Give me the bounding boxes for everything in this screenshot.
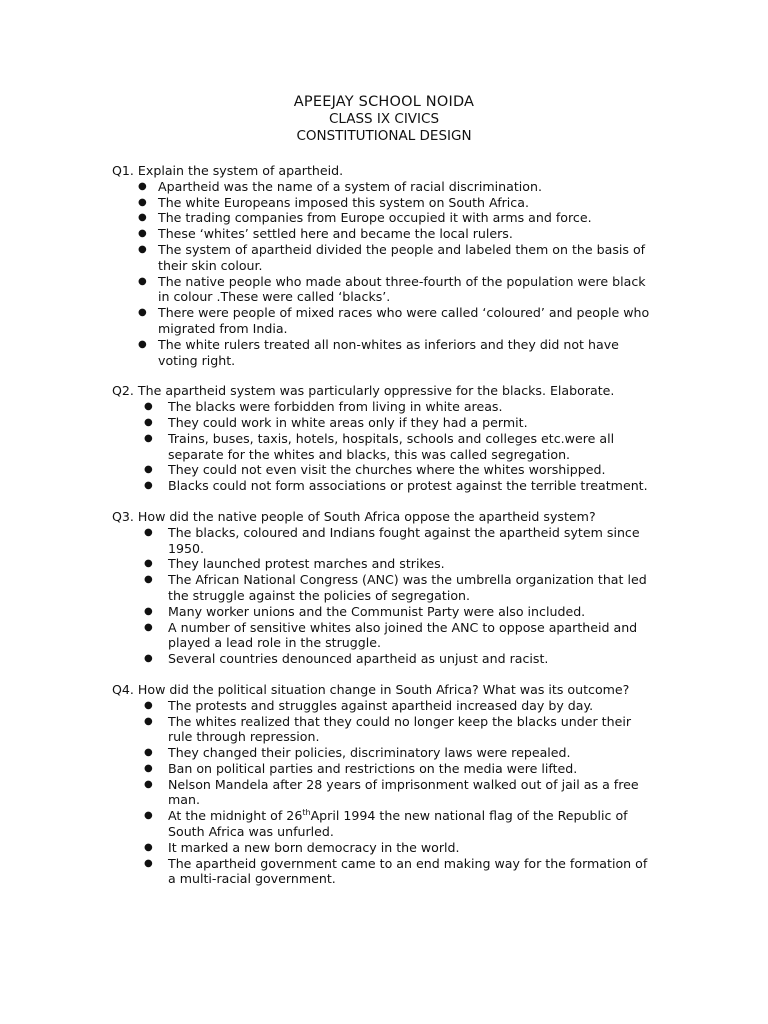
answer-item: ● The whites realized that they could no longer keep the blacks under their rule through repression. [112,714,652,746]
answer-text-end: April 1994 the new national flag of the Republic of South Africa was unfurled. [168,808,628,840]
answer-item: ● It marked a new born democracy in the world. [112,840,652,856]
answer-item: ● The white rulers treated all non-whites as inferiors and they did not have voting right. [112,337,652,369]
answer-list [112,399,652,494]
answer-item: ● Apartheid was the name of a system of racial discrimination. [112,179,652,195]
question-text: Q3. How did the native people of South Africa oppose the apartheid system? [112,508,596,524]
chapter-title: CONSTITUTIONAL DESIGN [296,128,472,144]
question-section-2 [112,383,652,494]
answer-item: ● The native people who made about three-fourth of the population were black in colour .These were called ‘blacks’. [112,274,652,306]
answer-item: ● Ban on political parties and restrictions on the media were lifted. [112,761,652,777]
answer-item: ● They could not even visit the churches where the whites worshipped. [112,462,652,478]
question-text: Q2. The apartheid system was particularly oppressive for the blacks. Elaborate. [112,383,615,399]
answer-item: ● Blacks could not form associations or protest against the terrible treatment. [112,478,652,494]
ordinal-suffix: th [302,808,311,818]
answer-item: ● The protests and struggles against apartheid increased day by day. [112,698,652,714]
answer-item: ● The system of apartheid divided the people and labeled them on the basis of their skin colour. [112,242,652,274]
answer-item: ● The African National Congress (ANC) was the umbrella organization that led the struggle against the policies of segregation. [112,572,652,604]
answer-list [112,525,652,667]
answer-list [112,179,652,369]
school-name: APEEJAY SCHOOL NOIDA [293,94,475,110]
answer-item: ● The trading companies from Europe occupied it with arms and force. [112,210,652,226]
answer-item: ● These ‘whites’ settled here and became the local rulers. [112,226,652,242]
document-header [0,94,768,145]
answer-text-start: At the midnight of 26 [168,808,303,824]
question-text: Q1. Explain the system of apartheid. [112,163,344,178]
answer-item: ● A number of sensitive whites also joined the ANC to oppose apartheid and played a lead role in the struggle. [112,620,652,652]
answer-item: ● The apartheid government came to an end making way for the formation of a multi-racial government. [112,856,652,888]
answer-item: ● The white Europeans imposed this system on South Africa. [112,195,652,211]
class-subject: CLASS IX CIVICS [328,111,440,127]
answer-item: ● They changed their policies, discriminatory laws were repealed. [112,745,652,761]
answer-item: ● The blacks were forbidden from living in white areas. [112,399,652,415]
answer-item [112,808,652,840]
question-answer-list [112,163,652,902]
answer-item: ● They launched protest marches and strikes. [112,556,652,572]
question-section-1 [112,163,652,368]
answer-item: ● Trains, buses, taxis, hotels, hospitals, schools and colleges etc.were all separate for the whites and blacks, this was called segregation. [112,431,652,463]
answer-item: ● They could work in white areas only if they had a permit. [112,415,652,431]
question-section-4 [112,682,652,887]
answer-item: ● Nelson Mandela after 28 years of imprisonment walked out of jail as a free man. [112,777,652,809]
answer-item: ● Several countries denounced apartheid as unjust and racist. [112,651,652,667]
answer-item: ● There were people of mixed races who were called ‘coloured’ and people who migrated from India. [112,305,652,337]
answer-item: ● The blacks, coloured and Indians fought against the apartheid sytem since 1950. [112,525,652,557]
question-text: Q4. How did the political situation change in South Africa? What was its outcome? [112,681,630,697]
answer-item: ● Many worker unions and the Communist Party were also included. [112,604,652,620]
answer-list [112,698,652,888]
question-section-3 [112,509,652,667]
